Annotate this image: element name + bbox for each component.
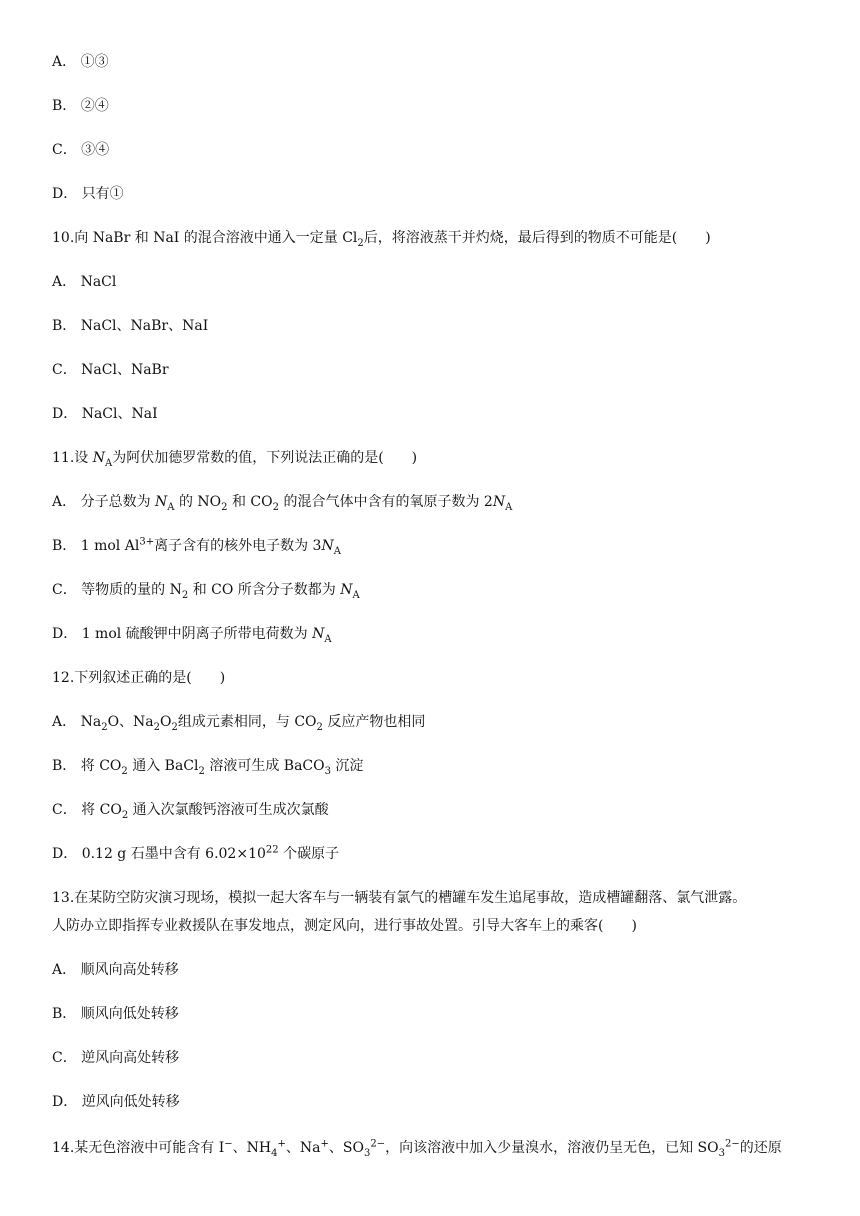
q10-stem: 10.向 NaBr 和 NaI 的混合溶液中通入一定量 $Cl_2$后，将溶液蒸干并灼烧，最后得到的物质不可能是( ) <box>52 230 711 249</box>
q11-option-c: C． 等物质的量的 $N_2$ 和 CO 所含分子数都为 $N_A$ <box>52 582 360 601</box>
q9-option-b: B． ②④ <box>52 98 109 114</box>
q12-option-c: C． 将 $CO_2$ 通入次氯酸钙溶液可生成次氯酸 <box>52 802 329 821</box>
q14-stem: 14.某无色溶液中可能含有 I−、$NH_4^+$、Na+、$SO_3^{2-}$，向该溶液中加入少量溴水，溶液仍呈无色，已知 $SO_3^{2-}$的还原 <box>52 1138 782 1159</box>
q11-option-a: A． 分子总数为 $N_A$ 的 $NO_2$ 和 $CO_2$ 的混合气体中含有的氧原子数为 $2N_A$ <box>52 494 513 513</box>
q12-option-d: D． 0.12 g 石墨中含有 $6.02\times 10^{22}$ 个碳原子 <box>52 844 340 862</box>
q11-stem: 11.设 $N_A$为阿伏加德罗常数的值，下列说法正确的是( ) <box>52 450 418 469</box>
q12-stem: 12.下列叙述正确的是( ) <box>52 670 226 686</box>
q10-option-c: C． NaCl、NaBr <box>52 362 169 378</box>
q13-option-c: C． 逆风向高处转移 <box>52 1050 180 1066</box>
q12-option-a: A． $Na_2O$、$Na_2O_2$组成元素相同，与 $CO_2$ 反应产物也相同 <box>52 714 426 733</box>
q10-option-d: D． NaCl、NaI <box>52 406 158 422</box>
q12-option-b: B． 将 $CO_2$ 通入 BaCl$_2$ 溶液可生成 BaCO$_3$ 沉淀 <box>52 758 364 777</box>
q11-option-d: D． 1 mol 硫酸钾中阴离子所带电荷数为 $N_A$ <box>52 626 332 645</box>
q13-stem-line-2: 人防办立即指挥专业救援队在事发地点，测定风向，进行事故处置。引导大客车上的乘客( ) <box>52 918 637 934</box>
q13-stem-line-1: 13.在某防空防灾演习现场，模拟一起大客车与一辆装有氯气的槽罐车发生追尾事故，造成槽罐翻落、氯气泄露。 <box>52 890 747 906</box>
q13-option-d: D． 逆风向低处转移 <box>52 1094 180 1110</box>
q13-option-b: B． 顺风向低处转移 <box>52 1006 179 1022</box>
q10-option-a: A． NaCl <box>52 274 117 290</box>
q9-option-c: C． ③④ <box>52 142 110 158</box>
q9-option-d: D． 只有① <box>52 186 124 202</box>
q10-option-b: B． NaCl、NaBr、NaI <box>52 318 209 334</box>
q11-option-b: B． 1 mol $Al^{3+}$离子含有的核外电子数为 $3N_A$ <box>52 536 341 557</box>
q9-option-a: A． ①③ <box>52 54 109 70</box>
q13-option-a: A． 顺风向高处转移 <box>52 962 179 978</box>
